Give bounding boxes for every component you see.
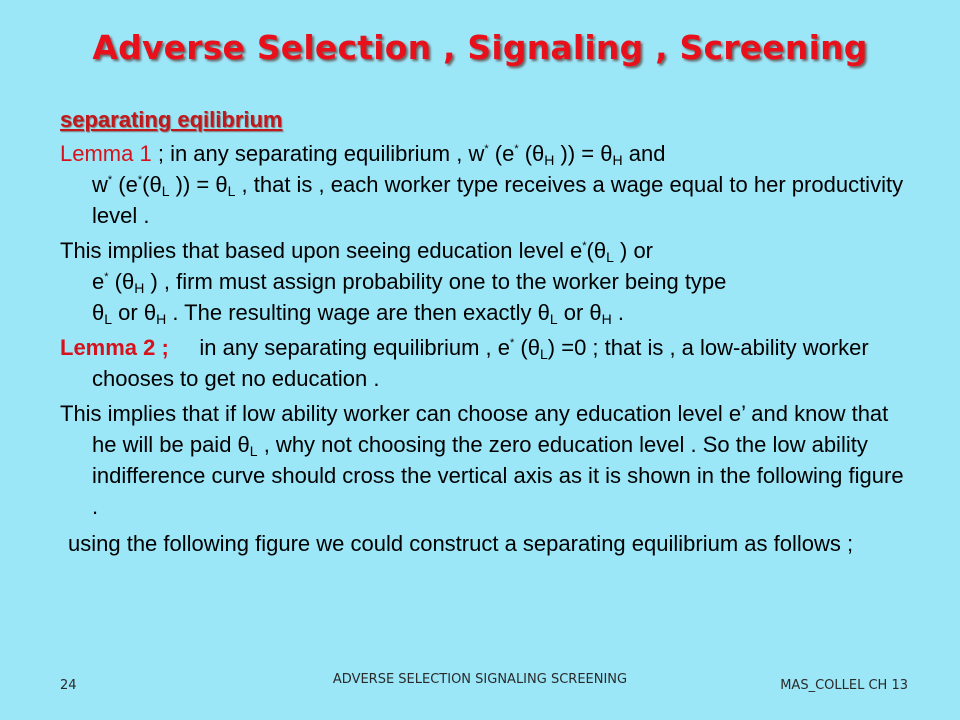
section-subheading: separating eqilibrium <box>60 107 283 132</box>
text: This implies that if low ability worker can choose any education level e’ and know that he will be paid θ <box>60 401 889 457</box>
sub: H <box>134 280 145 296</box>
sub: H <box>156 311 167 327</box>
sup: * <box>510 337 515 349</box>
sub: L <box>539 346 548 362</box>
text: (θ <box>142 172 162 197</box>
sup: * <box>137 174 143 186</box>
text: (θ <box>524 141 545 166</box>
sub: L <box>161 183 170 199</box>
sup: * <box>104 271 109 283</box>
text: w <box>92 172 108 197</box>
text: . <box>617 300 625 325</box>
lemma-1-paragraph <box>60 138 910 231</box>
sub: H <box>544 152 555 168</box>
text: (θ <box>586 238 607 263</box>
sub: L <box>227 183 236 199</box>
sup: * <box>107 174 113 186</box>
text: )) = θ <box>175 172 228 197</box>
text: and <box>628 141 666 166</box>
text: (e <box>118 172 138 197</box>
sub: L <box>549 311 558 327</box>
footer-source: MAS_COLLEL CH 13 <box>780 678 908 693</box>
using-figure-paragraph: using the following figure we could construct a separating equilibrium as follows ; <box>68 531 854 556</box>
text: )) = θ <box>560 141 613 166</box>
sub: L <box>606 249 614 265</box>
text: (θ <box>114 269 135 294</box>
text: . The resulting wage are then exactly θ <box>172 300 550 325</box>
text: ; in any separating equilibrium , w <box>157 141 485 166</box>
lemma-2-paragraph <box>60 332 910 394</box>
sup: * <box>582 240 587 252</box>
sub: H <box>601 311 612 327</box>
text: ) or <box>620 238 653 263</box>
text: or θ <box>563 300 602 325</box>
text: θ <box>92 300 105 325</box>
text: This implies that based upon seeing education level e <box>60 238 583 263</box>
footer-title: ADVERSE SELECTION SIGNALING SCREENING <box>332 672 628 687</box>
text: , why not choosing the zero education level . So the low ability indifference curve should cross the vertical axis as it is shown in the following figure . <box>92 432 904 519</box>
sup: * <box>514 143 519 155</box>
sub: L <box>249 443 258 459</box>
lemma-1-label: Lemma 1 <box>60 141 152 166</box>
slide-title: Adverse Selection , Signaling , Screening <box>92 28 868 67</box>
lemma-2-label: Lemma 2 ; <box>60 335 169 360</box>
text: ) , firm must assign probability one to the worker being type <box>150 269 727 294</box>
text: e <box>92 269 105 294</box>
text: ) =0 ; that is , a low-ability worker chooses to get no education . <box>92 335 869 391</box>
sup: * <box>484 143 489 155</box>
text: (e <box>494 141 515 166</box>
text: or θ <box>118 300 157 325</box>
text: , that is , each worker type receives a wage equal to her productivity level . <box>92 172 904 228</box>
slide-body <box>60 104 910 559</box>
implies-paragraph-2 <box>60 398 910 522</box>
implies-paragraph-1 <box>60 235 910 328</box>
slide-number: 24 <box>60 678 77 693</box>
text: in any separating equilibrium , e <box>199 335 511 360</box>
text: (θ <box>520 335 540 360</box>
sub: H <box>612 152 623 168</box>
sub: L <box>104 311 113 327</box>
